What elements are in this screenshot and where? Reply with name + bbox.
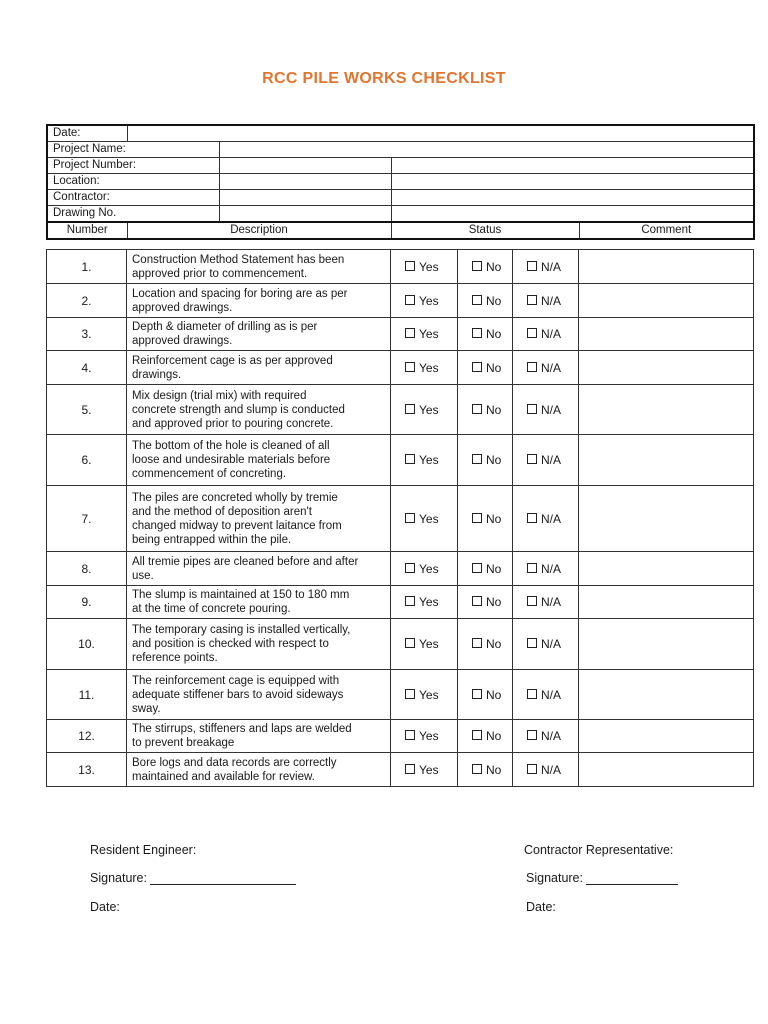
checkbox-icon[interactable] <box>405 730 415 740</box>
description-line: drawings. <box>132 368 182 381</box>
na-option[interactable] <box>513 753 579 787</box>
comment-field[interactable] <box>579 552 754 586</box>
description-line: at the time of concrete pouring. <box>132 603 291 615</box>
item-description <box>127 284 391 318</box>
description-line: approved prior to commencement. <box>132 267 308 280</box>
description-line: The piles are concreted wholly by tremie <box>132 491 338 504</box>
option-label: No <box>486 259 502 274</box>
drawing-field[interactable] <box>219 206 391 223</box>
checkbox-icon[interactable] <box>405 261 415 271</box>
checkbox-icon[interactable] <box>405 513 415 523</box>
checkbox-icon[interactable] <box>527 404 537 414</box>
option-label: N/A <box>541 762 562 777</box>
option-label: No <box>486 729 502 743</box>
checkbox-icon[interactable] <box>472 513 482 523</box>
checklist-row <box>47 619 754 670</box>
option-label: Yes <box>419 561 439 576</box>
checkbox-icon[interactable] <box>472 454 482 464</box>
no-option[interactable] <box>458 435 513 486</box>
item-description <box>127 720 391 753</box>
checkbox-icon[interactable] <box>405 563 415 573</box>
na-option[interactable] <box>513 486 579 552</box>
checkbox-icon[interactable] <box>527 764 537 774</box>
option-label: Yes <box>419 293 439 308</box>
item-number: 5. <box>47 385 127 435</box>
yes-option[interactable] <box>391 351 458 385</box>
description-line: being entrapped within the pile. <box>132 533 292 546</box>
option-label: No <box>486 762 502 777</box>
option-label: No <box>486 453 502 467</box>
description-line: The reinforcement cage is equipped with <box>132 674 340 687</box>
description-line: The temporary casing is installed vertically, <box>132 624 351 636</box>
item-description <box>127 552 391 586</box>
checklist-row <box>47 486 754 552</box>
resident-engineer-signature <box>90 871 296 885</box>
checkbox-icon[interactable] <box>405 764 415 774</box>
location-label: Location: <box>47 174 219 190</box>
comment-field[interactable] <box>579 753 754 787</box>
description-line: loose and undesirable materials before <box>132 454 331 466</box>
option-label: N/A <box>541 595 562 609</box>
item-number: 8. <box>47 552 127 586</box>
option-label: No <box>486 687 502 702</box>
no-option[interactable] <box>458 670 513 720</box>
checkbox-icon[interactable] <box>527 261 537 271</box>
checkbox-icon[interactable] <box>405 638 415 648</box>
checkbox-icon[interactable] <box>527 596 537 606</box>
checkbox-icon[interactable] <box>472 689 482 699</box>
yes-option[interactable] <box>391 250 458 284</box>
item-number: 13. <box>47 753 127 787</box>
yes-option[interactable] <box>391 385 458 435</box>
item-number: 7. <box>47 486 127 552</box>
option-label: N/A <box>541 453 562 467</box>
checkbox-icon[interactable] <box>405 596 415 606</box>
option-label: No <box>486 637 502 651</box>
item-number: 6. <box>47 435 127 486</box>
item-description <box>127 486 391 552</box>
item-number: 9. <box>47 586 127 619</box>
description-line: Mix design (trial mix) with required <box>132 389 307 402</box>
description-line: The slump is maintained at 150 to 180 mm <box>132 589 350 601</box>
contractor-rep-label: Contractor Representative: <box>524 843 674 857</box>
comment-field[interactable] <box>579 720 754 753</box>
signature-line[interactable] <box>150 872 296 885</box>
option-label: N/A <box>541 637 562 651</box>
checkbox-icon[interactable] <box>405 328 415 338</box>
comment-field[interactable] <box>579 435 754 486</box>
yes-option[interactable] <box>391 552 458 586</box>
option-label: No <box>486 402 502 417</box>
checkbox-icon[interactable] <box>527 295 537 305</box>
checklist-row <box>47 284 754 318</box>
contractor-field[interactable] <box>219 190 391 206</box>
checkbox-icon[interactable] <box>405 295 415 305</box>
option-label: N/A <box>541 259 562 274</box>
checklist-row <box>47 435 754 486</box>
checklist-row <box>47 670 754 720</box>
description-line: approved drawings. <box>132 335 233 347</box>
checkbox-icon[interactable] <box>472 764 482 774</box>
item-number: 12. <box>47 720 127 753</box>
na-option[interactable] <box>513 284 579 318</box>
checkbox-icon[interactable] <box>527 328 537 338</box>
checkbox-icon[interactable] <box>472 563 482 573</box>
na-option[interactable] <box>513 351 579 385</box>
comment-field[interactable] <box>579 250 754 284</box>
no-option[interactable] <box>458 351 513 385</box>
item-number: 3. <box>47 318 127 351</box>
location-field[interactable] <box>219 174 391 190</box>
checklist-row <box>47 586 754 619</box>
description-line: Location and spacing for boring are as per <box>132 287 348 300</box>
description-line: and the method of deposition aren't <box>132 505 312 518</box>
option-label: Yes <box>419 453 439 467</box>
no-option[interactable] <box>458 385 513 435</box>
description-line: and position is checked with respect to <box>132 638 329 650</box>
project-number-label: Project Number: <box>47 158 219 174</box>
option-label: N/A <box>541 729 562 743</box>
description-line: The bottom of the hole is cleaned of all <box>132 440 330 452</box>
contractor-rep-signature <box>526 871 678 885</box>
item-description <box>127 586 391 619</box>
item-number: 4. <box>47 351 127 385</box>
option-label: No <box>486 561 502 576</box>
project-info-table <box>46 124 755 240</box>
date-field[interactable] <box>127 125 754 142</box>
option-label: No <box>486 360 502 375</box>
project-name-field[interactable] <box>219 142 754 158</box>
signature-line[interactable] <box>586 872 678 885</box>
item-description <box>127 250 391 284</box>
option-label: Yes <box>419 327 439 341</box>
checklist-table <box>46 249 754 787</box>
checkbox-icon[interactable] <box>405 404 415 414</box>
checklist-row <box>47 318 754 351</box>
column-header-status: Status <box>391 222 579 239</box>
item-number: 11. <box>47 670 127 720</box>
checkbox-icon[interactable] <box>527 563 537 573</box>
checkbox-icon[interactable] <box>472 261 482 271</box>
checkbox-icon[interactable] <box>472 362 482 372</box>
option-label: N/A <box>541 687 562 702</box>
resident-engineer-date-label: Date: <box>90 900 120 914</box>
description-line: Depth & diameter of drilling as is per <box>132 321 318 333</box>
checklist-row <box>47 720 754 753</box>
checkbox-icon[interactable] <box>527 730 537 740</box>
na-option[interactable] <box>513 720 579 753</box>
option-label: N/A <box>541 293 562 308</box>
checkbox-icon[interactable] <box>472 638 482 648</box>
item-description <box>127 435 391 486</box>
yes-option[interactable] <box>391 753 458 787</box>
no-option[interactable] <box>458 753 513 787</box>
option-label: No <box>486 327 502 341</box>
comment-field[interactable] <box>579 318 754 351</box>
project-name-label: Project Name: <box>47 142 219 158</box>
checkbox-icon[interactable] <box>472 730 482 740</box>
item-description <box>127 351 391 385</box>
description-line: sway. <box>132 702 161 715</box>
yes-option[interactable] <box>391 435 458 486</box>
resident-engineer-label: Resident Engineer: <box>90 843 197 857</box>
comment-field[interactable] <box>579 670 754 720</box>
item-number: 2. <box>47 284 127 318</box>
item-description <box>127 318 391 351</box>
description-line: Reinforcement cage is as per approved <box>132 354 333 367</box>
na-option[interactable] <box>513 619 579 670</box>
column-header-comment: Comment <box>579 222 754 239</box>
item-description <box>127 753 391 787</box>
na-option[interactable] <box>513 250 579 284</box>
description-line: changed midway to prevent laitance from <box>132 519 342 532</box>
checkbox-icon[interactable] <box>527 638 537 648</box>
no-option[interactable] <box>458 486 513 552</box>
yes-option[interactable] <box>391 284 458 318</box>
checklist-row <box>47 351 754 385</box>
comment-field[interactable] <box>579 385 754 435</box>
drawing-extra-field[interactable] <box>391 206 754 223</box>
description-line: Bore logs and data records are correctly <box>132 756 337 769</box>
location-extra-field[interactable] <box>391 174 754 190</box>
option-label: N/A <box>541 402 562 417</box>
item-number: 1. <box>47 250 127 284</box>
option-label: No <box>486 595 502 609</box>
option-label: No <box>486 293 502 308</box>
description-line: to prevent breakage <box>132 737 235 749</box>
item-description <box>127 385 391 435</box>
checklist-row <box>47 552 754 586</box>
no-option[interactable] <box>458 318 513 351</box>
date-label: Date: <box>47 125 127 142</box>
comment-field[interactable] <box>579 284 754 318</box>
item-description <box>127 670 391 720</box>
yes-option[interactable] <box>391 486 458 552</box>
na-option[interactable] <box>513 552 579 586</box>
description-line: approved drawings. <box>132 301 233 314</box>
description-line: concrete strength and slump is conducted <box>132 403 345 416</box>
option-label: N/A <box>541 327 562 341</box>
description-line: commencement of concreting. <box>132 468 287 480</box>
checkbox-icon[interactable] <box>527 454 537 464</box>
page-title: RCC PILE WORKS CHECKLIST <box>262 70 506 87</box>
description-line: reference points. <box>132 652 218 664</box>
no-option[interactable] <box>458 619 513 670</box>
signature-label: Signature: <box>90 871 147 885</box>
checkbox-icon[interactable] <box>405 454 415 464</box>
checklist-row <box>47 250 754 284</box>
contractor-label: Contractor: <box>47 190 219 206</box>
option-label: Yes <box>419 687 439 702</box>
option-label: No <box>486 511 502 526</box>
yes-option[interactable] <box>391 586 458 619</box>
checkbox-icon[interactable] <box>472 404 482 414</box>
project-number-extra-field[interactable] <box>391 158 754 174</box>
description-line: The stirrups, stiffeners and laps are welded <box>132 723 352 735</box>
comment-field[interactable] <box>579 619 754 670</box>
option-label: Yes <box>419 637 439 651</box>
no-option[interactable] <box>458 720 513 753</box>
na-option[interactable] <box>513 670 579 720</box>
checkbox-icon[interactable] <box>472 328 482 338</box>
description-line: and approved prior to pouring concrete. <box>132 417 334 430</box>
contractor-extra-field[interactable] <box>391 190 754 206</box>
description-line: All tremie pipes are cleaned before and after <box>132 555 359 568</box>
checklist-row <box>47 753 754 787</box>
no-option[interactable] <box>458 284 513 318</box>
option-label: Yes <box>419 511 439 526</box>
column-header-number: Number <box>47 222 127 239</box>
checkbox-icon[interactable] <box>472 596 482 606</box>
project-number-field[interactable] <box>219 158 391 174</box>
option-label: N/A <box>541 511 562 526</box>
checkbox-icon[interactable] <box>472 295 482 305</box>
na-option[interactable] <box>513 318 579 351</box>
option-label: Yes <box>419 595 439 609</box>
option-label: Yes <box>419 402 439 417</box>
option-label: Yes <box>419 259 439 274</box>
description-line: adequate stiffener bars to avoid sideways <box>132 688 344 701</box>
description-line: maintained and available for review. <box>132 770 315 783</box>
description-line: Construction Method Statement has been <box>132 253 345 266</box>
yes-option[interactable] <box>391 318 458 351</box>
drawing-label: Drawing No. <box>47 206 219 223</box>
item-description <box>127 619 391 670</box>
comment-field[interactable] <box>579 486 754 552</box>
description-line: use. <box>132 569 154 582</box>
yes-option[interactable] <box>391 619 458 670</box>
yes-option[interactable] <box>391 670 458 720</box>
contractor-rep-date-label: Date: <box>526 900 556 914</box>
comment-field[interactable] <box>579 351 754 385</box>
yes-option[interactable] <box>391 720 458 753</box>
signature-label: Signature: <box>526 871 583 885</box>
na-option[interactable] <box>513 435 579 486</box>
no-option[interactable] <box>458 552 513 586</box>
option-label: N/A <box>541 561 562 576</box>
option-label: Yes <box>419 762 439 777</box>
checkbox-icon[interactable] <box>405 689 415 699</box>
no-option[interactable] <box>458 250 513 284</box>
option-label: Yes <box>419 360 439 375</box>
option-label: N/A <box>541 360 562 375</box>
checklist-row <box>47 385 754 435</box>
na-option[interactable] <box>513 586 579 619</box>
no-option[interactable] <box>458 586 513 619</box>
column-header-description: Description <box>127 222 391 239</box>
option-label: Yes <box>419 729 439 743</box>
checkbox-icon[interactable] <box>527 513 537 523</box>
checkbox-icon[interactable] <box>527 689 537 699</box>
checkbox-icon[interactable] <box>405 362 415 372</box>
comment-field[interactable] <box>579 586 754 619</box>
checkbox-icon[interactable] <box>527 362 537 372</box>
item-number: 10. <box>47 619 127 670</box>
na-option[interactable] <box>513 385 579 435</box>
